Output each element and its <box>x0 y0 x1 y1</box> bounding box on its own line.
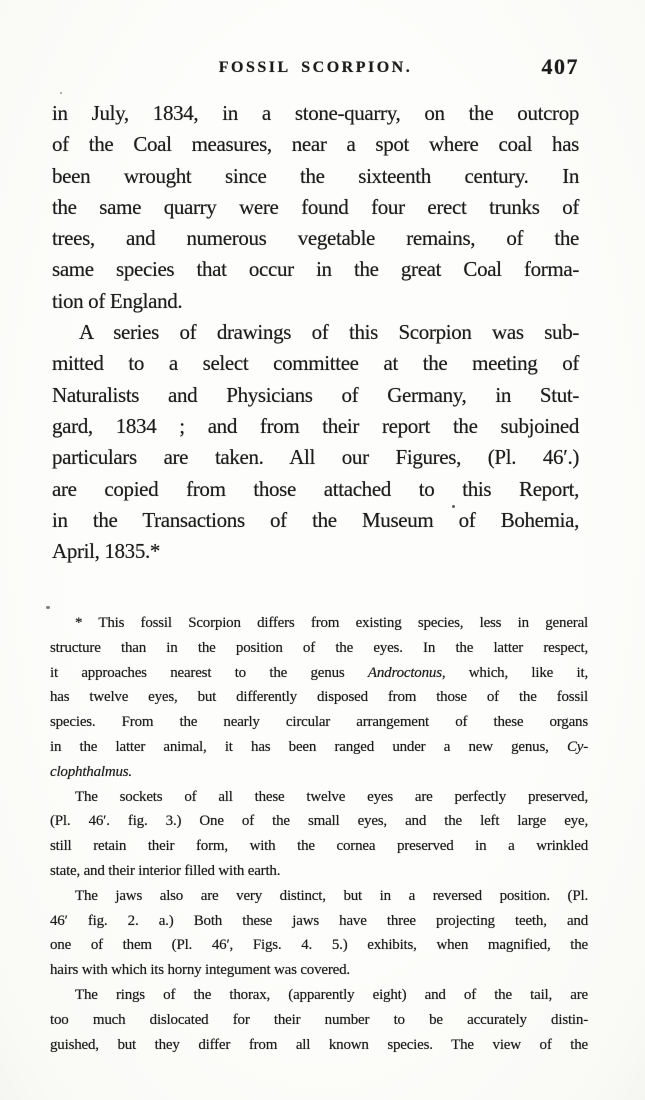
text-line: tion of England. <box>52 288 183 313</box>
text-line: been wrought since the sixteenth century. In <box>52 163 579 188</box>
footnote-text: in the latter animal, it has been ranged under a new genus, <box>50 738 567 755</box>
footnote-text: it approaches nearest to the genus <box>50 664 368 681</box>
footnote-line: hairs with which its horny integument was covered. <box>50 962 350 979</box>
running-head <box>52 56 579 84</box>
text-line: trees, and numerous vegetable remains, of the <box>52 226 579 251</box>
footnote-text: , which, like it, <box>441 664 588 681</box>
footnote <box>50 611 588 1057</box>
footnote-line: too much dislocated for their number to be accurately distin- <box>50 1011 588 1028</box>
text-line: A series of drawings of this Scorpion was sub- <box>79 320 579 345</box>
text-line: the same quarry were found four erect trunks of <box>52 194 579 219</box>
text-line: Naturalists and Physicians of Germany, in Stut- <box>52 382 579 407</box>
footnote-line <box>50 735 588 760</box>
footnote-line: * This fossil Scorpion differs from existing species, less in general <box>75 615 588 631</box>
text-line: same species that occur in the great Coal forma- <box>52 257 579 282</box>
footnote-line: The jaws also are very distinct, but in a reversed position. (Pl. <box>75 887 588 904</box>
footnote-line: structure than in the position of the eyes. In the latter respect, <box>50 639 588 656</box>
footnote-line: The sockets of all these twelve eyes are perfectly preserved, <box>75 788 588 805</box>
scan-speck <box>46 606 50 609</box>
text-line: April, 1835.* <box>52 539 161 564</box>
footnote-line <box>50 661 588 686</box>
footnote-line: The rings of the thorax, (apparently eight) and of the tail, are <box>75 986 588 1003</box>
text-line: particulars are taken. All our Figures, (Pl. 46′.) <box>52 445 579 470</box>
footnote-line: state, and their interior filled with earth. <box>50 862 281 879</box>
footnote-line: has twelve eyes, but differently disposed from those of the fossil <box>50 689 588 706</box>
footnote-line: still retain their form, with the cornea preserved in a wrinkled <box>50 838 588 855</box>
body-text <box>52 98 579 567</box>
footnote-line: species. From the nearly circular arrangement of these organs <box>50 714 588 731</box>
text-line: gard, 1834 ; and from their report the subjoined <box>52 413 579 438</box>
text-line: of the Coal measures, near a spot where coal has <box>52 132 579 157</box>
genus-name-cyclophthalmus-part2: clophthalmus. <box>50 763 132 780</box>
scan-speck <box>452 505 455 508</box>
genus-name-cyclophthalmus-part1: Cy- <box>566 738 588 755</box>
scan-speck <box>60 92 62 94</box>
text-line: in the Transactions of the Museum of Bohemia, <box>52 507 579 532</box>
footnote-line: (Pl. 46′. fig. 3.) One of the small eyes, and the left large eye, <box>50 813 588 830</box>
footnote-line: guished, but they differ from all known species. The view of the <box>50 1036 588 1053</box>
page-number: 407 <box>541 54 579 79</box>
footnote-line: one of them (Pl. 46′, Figs. 4. 5.) exhibits, when magnified, the <box>50 937 588 954</box>
text-line: mitted to a select committee at the meeting of <box>52 351 579 376</box>
running-head-title: FOSSIL SCORPION. <box>218 59 413 76</box>
footnote-line: 46′ fig. 2. a.) Both these jaws have three projecting teeth, and <box>50 912 588 929</box>
text-line: in July, 1834, in a stone-quarry, on the outcrop <box>52 101 579 125</box>
text-line: are copied from those attached to this Report, <box>52 476 579 501</box>
genus-name-androctonus: Androctonus <box>367 664 442 681</box>
footnote-line <box>50 760 588 785</box>
